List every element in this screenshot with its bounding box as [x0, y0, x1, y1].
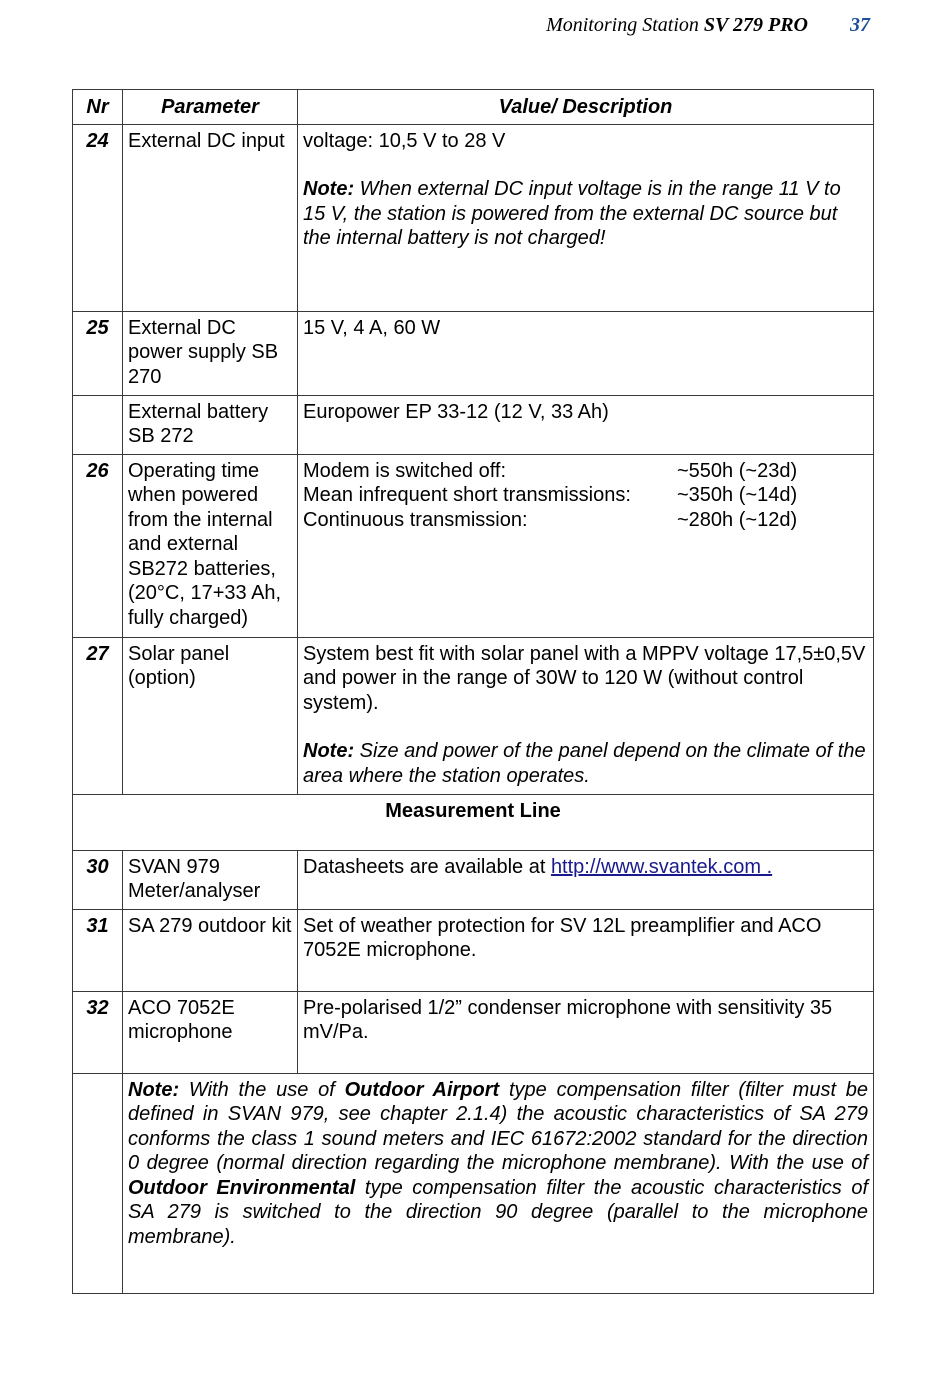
parameter-cell: SVAN 979 Meter/analyser [123, 850, 298, 909]
value-cell: 15 V, 4 A, 60 W [298, 311, 874, 395]
final-note [123, 1073, 874, 1293]
specification-table [72, 89, 874, 1294]
note-text: type compensation filter the acoustic characteristics of SA 279 is switched to the direction 90 degree (parallel to the microphone membrane). [128, 1176, 868, 1248]
section-title: Measurement Line [73, 794, 874, 850]
note-label: Note: [303, 178, 355, 200]
row-number: 25 [73, 311, 123, 395]
filter-name: Outdoor Environmental [128, 1176, 356, 1199]
parameter-cell: SA 279 outdoor kit [123, 909, 298, 991]
parameter-cell: Solar panel (option) [123, 637, 298, 794]
row-number: 32 [73, 991, 123, 1073]
mode-label: Modem is switched off: [303, 459, 507, 482]
row-number: 30 [73, 850, 123, 909]
note-text: With the use of [188, 1078, 335, 1101]
note [303, 177, 868, 251]
parameter-cell: Operating time when powered from the internal and external SB272 batteries, (20°C, 17+33 Ah, fully charged) [123, 454, 298, 637]
value-cell: Pre-polarised 1/2” condenser microphone with sensitivity 35 mV/Pa. [298, 991, 874, 1073]
note-text: type compensation filter (filter must be defined in SVAN 979, see chapter 2.1.4) the acoustic characteristics of SA 279 conforms the class 1 sound meters and IEC 61672:2002 standard for the direction 0 degree (normal direction regarding the microphone membrane). With the use of [128, 1078, 869, 1174]
table-row-31 [73, 909, 874, 991]
row-number: 27 [73, 637, 123, 794]
row-number: 31 [73, 909, 123, 991]
page-number: 37 [850, 14, 870, 36]
value-cell [298, 637, 874, 794]
parameter-cell: External DC input [123, 124, 298, 311]
table-row-27 [73, 637, 874, 794]
row-number-empty [73, 395, 123, 454]
note [303, 739, 868, 788]
value-text: System best fit with solar panel with a MPPV voltage 17,5±0,5V and power in the range of 30W to 120 W (without control system). [303, 642, 866, 714]
mode-label: Continuous transmission: [303, 508, 528, 531]
note-label: Note: [303, 740, 355, 762]
document-title [546, 14, 808, 37]
running-header [0, 14, 950, 42]
value-cell: Set of weather protection for SV 12L preamplifier and ACO 7052E microphone. [298, 909, 874, 991]
header-value: Value/ Description [298, 90, 874, 125]
header-nr: Nr [73, 90, 123, 125]
row-number: 26 [73, 454, 123, 637]
table-row-25 [73, 311, 874, 395]
parameter-cell: External battery SB 272 [123, 395, 298, 454]
value-cell: Europower EP 33-12 (12 V, 33 Ah) [298, 395, 874, 454]
row-number: 24 [73, 124, 123, 311]
table-header-row [73, 90, 874, 125]
website-link[interactable]: http://www.svantek.com . [550, 855, 773, 878]
table-row-24 [73, 124, 874, 311]
title-prefix: Monitoring Station [546, 14, 699, 36]
title-model: SV 279 PRO [703, 14, 808, 36]
operating-time-line [303, 459, 868, 484]
value-cell [298, 850, 874, 909]
filter-name: Outdoor Airport [344, 1078, 500, 1101]
final-note-row [73, 1073, 874, 1293]
row-number-empty [73, 1073, 123, 1293]
table-row-30 [73, 850, 874, 909]
mode-value: ~280h (~12d) [677, 508, 798, 531]
value-cell [298, 454, 874, 637]
table-row-25b [73, 395, 874, 454]
value-cell [298, 124, 874, 311]
table-row-26 [73, 454, 874, 637]
parameter-cell: External DC power supply SB 270 [123, 311, 298, 395]
header-parameter: Parameter [123, 90, 298, 125]
mode-value: ~550h (~23d) [677, 459, 798, 482]
note-text: Size and power of the panel depend on the climate of the area where the station operates. [303, 740, 866, 787]
note-label: Note: [128, 1078, 180, 1101]
note-text: When external DC input voltage is in the range 11 V to 15 V, the station is powered from the external DC source but the internal battery is not charged! [303, 178, 841, 249]
mode-value: ~350h (~14d) [677, 484, 798, 506]
mode-label: Mean infrequent short transmissions: [303, 484, 631, 506]
value-text: voltage: 10,5 V to 28 V [303, 129, 506, 152]
operating-time-line [303, 483, 868, 508]
parameter-cell: ACO 7052E microphone [123, 991, 298, 1073]
operating-time-line [303, 508, 868, 533]
table-row-32 [73, 991, 874, 1073]
section-row [73, 794, 874, 850]
value-text: Datasheets are available at [303, 855, 546, 878]
